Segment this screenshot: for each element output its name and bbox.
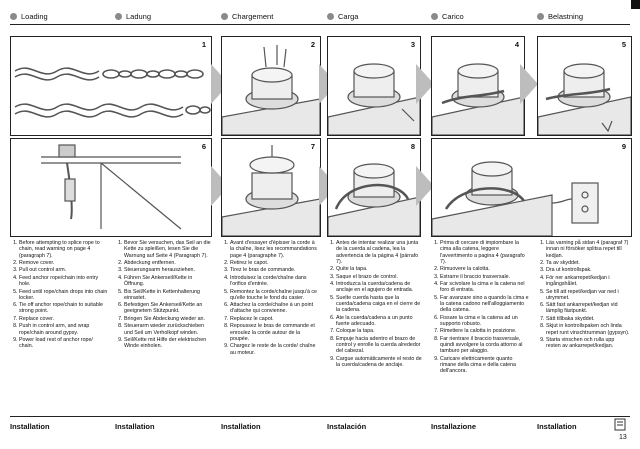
rope-chain-splice-illustration xyxy=(11,37,211,135)
footer-label-it: Installazione xyxy=(431,422,477,431)
footer-label-sv: Installation xyxy=(537,422,577,431)
footer-label-en: Installation xyxy=(10,422,50,431)
panel-number: 8 xyxy=(410,142,415,151)
step-arrow xyxy=(520,64,538,104)
page-number: 13 xyxy=(619,434,627,441)
panel-3-pull-control-arm xyxy=(327,36,421,136)
bullet-icon xyxy=(537,13,544,20)
panel-number: 4 xyxy=(514,40,519,49)
panel-number: 2 xyxy=(310,40,315,49)
windlass-illustration xyxy=(538,37,631,135)
panel-6-tie-off xyxy=(10,138,212,237)
bullet-icon xyxy=(221,13,228,20)
panel-number: 1 xyxy=(201,40,206,49)
windlass-illustration xyxy=(328,139,420,236)
windlass-illustration xyxy=(222,139,320,236)
panel-number: 3 xyxy=(410,40,415,49)
panel-9-power-load xyxy=(431,138,632,237)
instructions-english: 1. Before attempting to splice rope to chain, read warning on page 4 (paragraph 7). 2. Remove cover. 3. Pull out control arm. 4. Feed anchor rope/chain into entry hole. 5. Feed until rope/chain drops into chain locker. 6. Tie off anchor rope/chain to suitable strong point. 7. Replace cover. 8. Push in control arm, and wrap rope/chain around gypsy. 9. Power load rest of anchor rope/ chain. xyxy=(10,240,108,351)
footer-label-fr: Installation xyxy=(221,422,261,431)
windlass-illustration xyxy=(328,37,420,135)
instructions-spanish: 1. Antes de intentar realizar una junta de la cuerda al cadena, lea la advertencia de la página 4 (párrafo 7). 2. Quite la tapa. 3. Saque el brazo de control. 4. Introduzca la cuerda/cadena de anclaje en el agujero de entrada. 5. Suelte cuerda hasta que la cuerda/cadena caiga en el cierre de la cadena. 6. Ate la cuerda/cadena a un punto fuerte adecuado. 7. Coloque la tapa. 8. Empuje hacia adentro el brazo de control y enrolle la cuerda alrededor del cabezal. 9. Cargue automáticamente el resto de la cuerda/cadena de anclaje. xyxy=(327,240,425,369)
header-carico: Carico xyxy=(431,12,464,21)
bullet-icon xyxy=(431,13,438,20)
instructions-italian: 1. Prima di cercare di impiombare la cima alla catena, leggere l'avvertimento a pagina 4 (paragrafo 7). 2. Rimuovere la calotta. 3. Estrarre il braccio trasversale. 4. Far scivolare la cima e la catena nel foro di entrata. 5. Far avanzare sino a quando la cima e la catena cadono nell'alloggiamento della catena. 6. Fissare la cima e la catena ad un supporto robusto. 7. Rimettere la calotta in posizione. 8. Far rientrare il braccio trasversale, quindi avvolgere la corda attorno al tamburo per alaggio. 9. Caricare elettricamente quanto rimane della cima e della catena dell'ancora. xyxy=(431,240,529,376)
panel-number: 5 xyxy=(621,40,626,49)
footer-label-es: Instalación xyxy=(327,422,367,431)
panel-5-rope-to-locker xyxy=(537,36,632,136)
bullet-icon xyxy=(115,13,122,20)
header-ladung: Ladung xyxy=(115,12,151,21)
header-belastning: Belastning xyxy=(537,12,583,21)
panel-7-replace-cover xyxy=(221,138,321,237)
footer-label-de: Installation xyxy=(115,422,155,431)
panel-8-wrap-gypsy xyxy=(327,138,421,237)
header-loading: Loading xyxy=(10,12,48,21)
panel-number: 7 xyxy=(310,142,315,151)
bullet-icon xyxy=(10,13,17,20)
instructions-french: 1. Avant d'essayer d'épisser la corde à la chaîne, lisez les recommandations page 4 (paragraphe 7). 2. Retirez le capot. 3. Tirez le bras de commande. 4. Introduisez la corde/chaîne dans l'orifice d'entrée. 5. Remontez la corde/chaîne jusqu'à ce qu'elle touche le fond du casier. 6. Attachez la corde/chaîne à un point d'attache qui convienne. 7. Replacez le capot. 8. Repoussez le bras de commande et enroulez la corde autour de la poupée. 9. Chargez le reste de la corde/ chaîne au moteur. xyxy=(221,240,319,357)
header-chargement: Chargement xyxy=(221,12,273,21)
windlass-illustration xyxy=(222,37,320,135)
manual-page-icon xyxy=(614,418,626,431)
windlass-with-control-box-illustration xyxy=(432,139,631,236)
panel-1-rope-splice xyxy=(10,36,212,136)
windlass-illustration xyxy=(432,37,524,135)
panel-2-remove-cover xyxy=(221,36,321,136)
panel-4-feed-rope xyxy=(431,36,525,136)
panel-number: 6 xyxy=(201,142,206,151)
footer-rule xyxy=(10,416,630,417)
header-carga: Carga xyxy=(327,12,358,21)
chain-locker-illustration xyxy=(11,139,211,236)
panel-number: 9 xyxy=(621,142,626,151)
bullet-icon xyxy=(327,13,334,20)
page-corner-tab xyxy=(631,0,640,9)
header-rule xyxy=(10,24,630,25)
instructions-swedish: 1. Läs varning på sidan 4 (paragraf 7) innan ni försöker splitsa repet till kedjan. 2. Ta av skyddet. 3. Dra ut kontrollspak. 4. För ner ankarrepet/kedjan i ingångshålet. 5. Se till att repet/kedjan var ned i utrymmet. 6. Sätt fast ankarrepet/kedjan vid lämplig fästpunkt. 7. Sätt tillbaka skyddet. 8. Skjut in kontrollspaken och linda repet runt vinschtrumman (gypsyn). 9. Starta vinschen och rulla upp resten av ankarrepet/kedjan. xyxy=(537,240,630,351)
instructions-german: 1. Bevor Sie versuchen, das Seil an die Kette zu spleißen, lesen Sie die Warnung auf Seite 4 (Paragraph 7). 2. Abdeckung entfernen. 3. Steuerungsarm herausziehen. 4. Führen Sie Ankerseil/Kette in Öffnung. 5. Bis Seil/Kette in Kettenhalterung einrastet. 6. Befestigen Sie Ankerseil/Kette an geeignetem Stützpunkt. 7. Bringen Sie Abdeckung wieder an. 8. Steuerarm wieder zurückschieben und Seil um Verholkopf winden. 9. Seil/Kette mit Hilfe der elektrischen Winde einholen. xyxy=(115,240,213,351)
